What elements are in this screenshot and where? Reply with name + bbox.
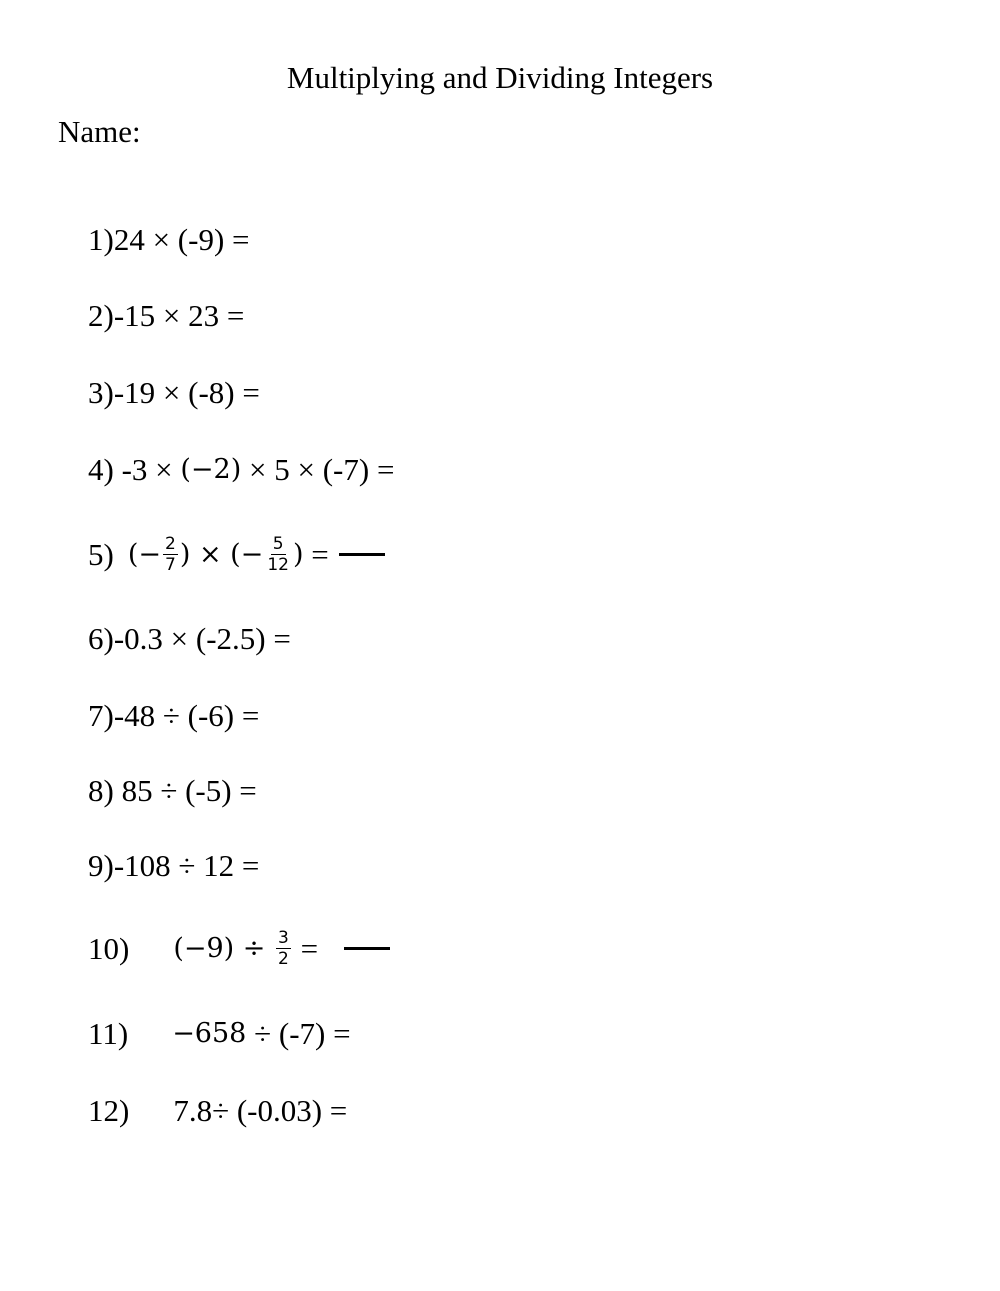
middle-operator: ) × (− <box>179 538 264 570</box>
problem-number: 4) <box>88 452 114 487</box>
problem-expression: -19 × (-8) = <box>113 375 260 410</box>
problem-expression: -15 × 23 = <box>113 298 245 333</box>
problem-9 <box>88 846 259 886</box>
fraction-numerator: 3 <box>278 928 289 948</box>
problem-expression: ÷ (-7) = <box>246 1016 351 1051</box>
problem-4 <box>88 450 394 490</box>
answer-blank-line <box>344 947 390 950</box>
close-paren: ) <box>292 538 304 570</box>
problem-expression-part-c: × 5 × (-7) = <box>241 452 395 487</box>
problem-expression: -0.3 × (-2.5) = <box>113 621 291 656</box>
problem-number: 6) <box>88 621 114 656</box>
fraction-2 <box>265 534 291 575</box>
problem-7 <box>88 696 259 736</box>
problem-number: 7) <box>88 698 114 733</box>
problem-expression: -108 ÷ 12 = <box>113 848 260 883</box>
problem-expression: 7.8÷ (-0.03) = <box>173 1093 348 1128</box>
problem-11 <box>88 1014 351 1054</box>
problem-10 <box>88 928 390 969</box>
problem-12 <box>88 1091 347 1131</box>
problem-6 <box>88 619 291 659</box>
fraction-1 <box>163 534 178 575</box>
fraction-denominator: 7 <box>165 555 176 575</box>
problem-5 <box>88 534 385 575</box>
equals-sign: = <box>303 536 329 572</box>
problem-expression-part-b: (−2) <box>180 454 242 485</box>
problem-expression: (−9) ÷ <box>173 932 274 964</box>
problem-dividend: −658 <box>172 1018 247 1049</box>
problem-number: 3) <box>88 375 114 410</box>
problem-expression: 85 ÷ (-5) = <box>113 773 257 808</box>
problem-number: 5) <box>88 536 114 572</box>
name-label: Name: <box>58 114 141 149</box>
problem-expression-part-a: -3 × <box>113 452 181 487</box>
fraction-numerator: 2 <box>165 534 176 554</box>
problem-expression: 24 × (-9) = <box>113 222 250 257</box>
fraction-denominator: 12 <box>267 555 289 575</box>
answer-blank-line <box>339 553 385 556</box>
problem-number: 10) <box>88 930 130 966</box>
problem-number: 9) <box>88 848 114 883</box>
worksheet-title: Multiplying and Dividing Integers <box>286 60 714 95</box>
open-paren: (− <box>127 538 161 570</box>
problem-1 <box>88 220 250 260</box>
fraction-numerator: 5 <box>272 534 284 554</box>
problem-number: 1) <box>88 222 114 257</box>
equals-sign: = <box>292 930 319 966</box>
problem-number: 12) <box>88 1093 130 1128</box>
problem-number: 2) <box>88 298 114 333</box>
problem-2 <box>88 296 244 336</box>
problem-3 <box>88 373 260 413</box>
problem-number: 11) <box>88 1016 129 1051</box>
problem-number: 8) <box>88 773 114 808</box>
fraction-denominator: 2 <box>278 949 289 969</box>
fraction <box>276 928 291 969</box>
problem-expression: -48 ÷ (-6) = <box>113 698 260 733</box>
problem-8 <box>88 771 257 811</box>
